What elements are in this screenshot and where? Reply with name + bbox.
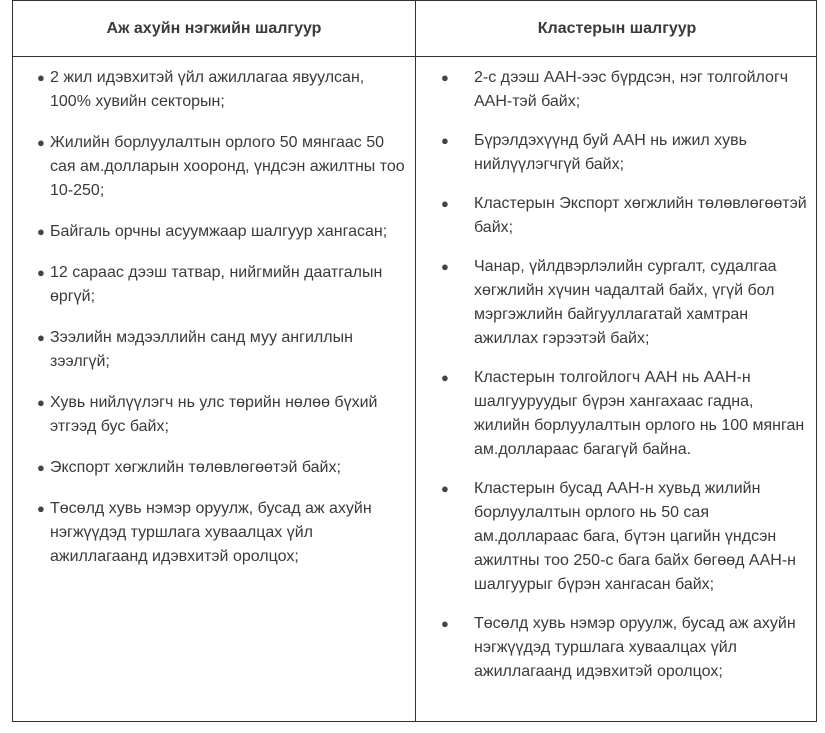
bullet-icon: ● bbox=[37, 501, 45, 516]
enterprise-criterion-item-text: Төсөлд хувь нэмэр оруулж, бусад аж ахуйн нэгжүүдэд туршлага хуваалцах үйл ажиллагаанд идэвхитэй оролцох; bbox=[50, 500, 372, 565]
enterprise-criterion-item bbox=[37, 391, 405, 439]
enterprise-criterion-item-text: Жилийн борлуулалтын орлого 50 мянгаас 50 сая ам.долларын хооронд, үндсэн ажилтны тоо 10-250; bbox=[50, 134, 405, 199]
bullet-icon: ● bbox=[441, 70, 449, 85]
header-enterprise-criteria: Аж ахуйн нэгжийн шалгуур bbox=[106, 19, 322, 37]
bullet-icon: ● bbox=[37, 395, 45, 410]
enterprise-criterion-item bbox=[37, 131, 405, 203]
bullet-icon: ● bbox=[37, 265, 45, 280]
enterprise-criterion-item bbox=[37, 326, 405, 374]
bullet-icon: ● bbox=[37, 330, 45, 345]
enterprise-criterion-item bbox=[37, 497, 405, 569]
enterprise-criterion-item bbox=[37, 220, 405, 244]
enterprise-criterion-item-text: Зээлийн мэдээллийн санд муу ангиллын зээлгүй; bbox=[50, 329, 353, 370]
enterprise-criterion-item bbox=[37, 261, 405, 309]
bullet-icon: ● bbox=[37, 460, 45, 475]
cluster-criterion-item-text: Кластерын Экспорт хөгжлийн төлөвлөгөөтэй байх; bbox=[474, 195, 807, 236]
bullet-icon: ● bbox=[441, 370, 449, 385]
cluster-criteria-column bbox=[416, 57, 818, 699]
bullet-icon: ● bbox=[441, 481, 449, 496]
bullet-icon: ● bbox=[37, 70, 45, 85]
bullet-icon: ● bbox=[441, 133, 449, 148]
cluster-criterion-item bbox=[439, 255, 810, 351]
bullet-icon: ● bbox=[441, 196, 449, 211]
criteria-table bbox=[12, 0, 817, 722]
header-cluster-criteria: Кластерын шалгуур bbox=[537, 19, 697, 37]
enterprise-criterion-item-text: Байгаль орчны асуумжаар шалгуур хангасан; bbox=[50, 223, 388, 240]
enterprise-criterion-item-text: 2 жил идэвхитэй үйл ажиллагаа явуулсан, 100% хувийн секторын; bbox=[50, 69, 365, 110]
cluster-criteria-list bbox=[439, 66, 810, 684]
cluster-criterion-item bbox=[439, 612, 810, 684]
cluster-criterion-item-text: Кластерын бусад ААН-н хувьд жилийн борлуулалтын орлого нь 50 сая ам.доллараас бага, бүтэн цагийн үндсэн ажилтны тоо 250-с бага байх бөгөөд ААН-н шалгуурыг бүрэн хангасан байх; bbox=[474, 480, 796, 593]
enterprise-criterion-item bbox=[37, 456, 405, 480]
cluster-criterion-item-text: Төсөлд хувь нэмэр оруулж, бусад аж ахуйн нэгжүүдэд туршлага хуваалцах үйл ажиллагаанд идэвхитэй оролцох; bbox=[474, 615, 796, 680]
enterprise-criteria-column bbox=[13, 57, 415, 586]
bullet-icon: ● bbox=[441, 259, 449, 274]
cluster-criterion-item bbox=[439, 366, 810, 462]
enterprise-criterion-item-text: Экспорт хөгжлийн төлөвлөгөөтэй байх; bbox=[50, 459, 341, 476]
enterprise-criterion-item-text: Хувь нийлүүлэгч нь улс төрийн нөлөө бүхий этгээд бус байх; bbox=[50, 394, 378, 435]
enterprise-criterion-item bbox=[37, 66, 405, 114]
cluster-criterion-item-text: Чанар, үйлдвэрлэлийн сургалт, судалгаа хөгжлийн хүчин чадалтай байх, үгүй бол мэргэжлийн байгууллагатай хамтран ажиллах гэрээтэй байх; bbox=[474, 258, 777, 347]
cluster-criterion-item-text: 2-с дээш ААН-ээс бүрдсэн, нэг толгойлогч ААН-тэй байх; bbox=[474, 69, 789, 110]
bullet-icon: ● bbox=[37, 135, 45, 150]
bullet-icon: ● bbox=[37, 224, 45, 239]
bullet-icon: ● bbox=[441, 616, 449, 631]
enterprise-criteria-list bbox=[37, 66, 405, 569]
cluster-criterion-item-text: Бүрэлдэхүүнд буй ААН нь ижил хувь нийлүүлэгчгүй байх; bbox=[474, 132, 748, 173]
enterprise-criterion-item-text: 12 сараас дээш татвар, нийгмийн даатгалын өргүй; bbox=[50, 264, 383, 305]
cluster-criterion-item bbox=[439, 477, 810, 597]
cluster-criterion-item bbox=[439, 129, 810, 177]
cluster-criterion-item-text: Кластерын толгойлогч ААН нь ААН-н шалгууруудыг бүрэн хангахаас гадна, жилийн борлуулалтын орлого нь 100 мянган ам.доллараас багагүй байна. bbox=[474, 369, 805, 458]
cluster-criterion-item bbox=[439, 192, 810, 240]
cluster-criterion-item bbox=[439, 66, 810, 114]
